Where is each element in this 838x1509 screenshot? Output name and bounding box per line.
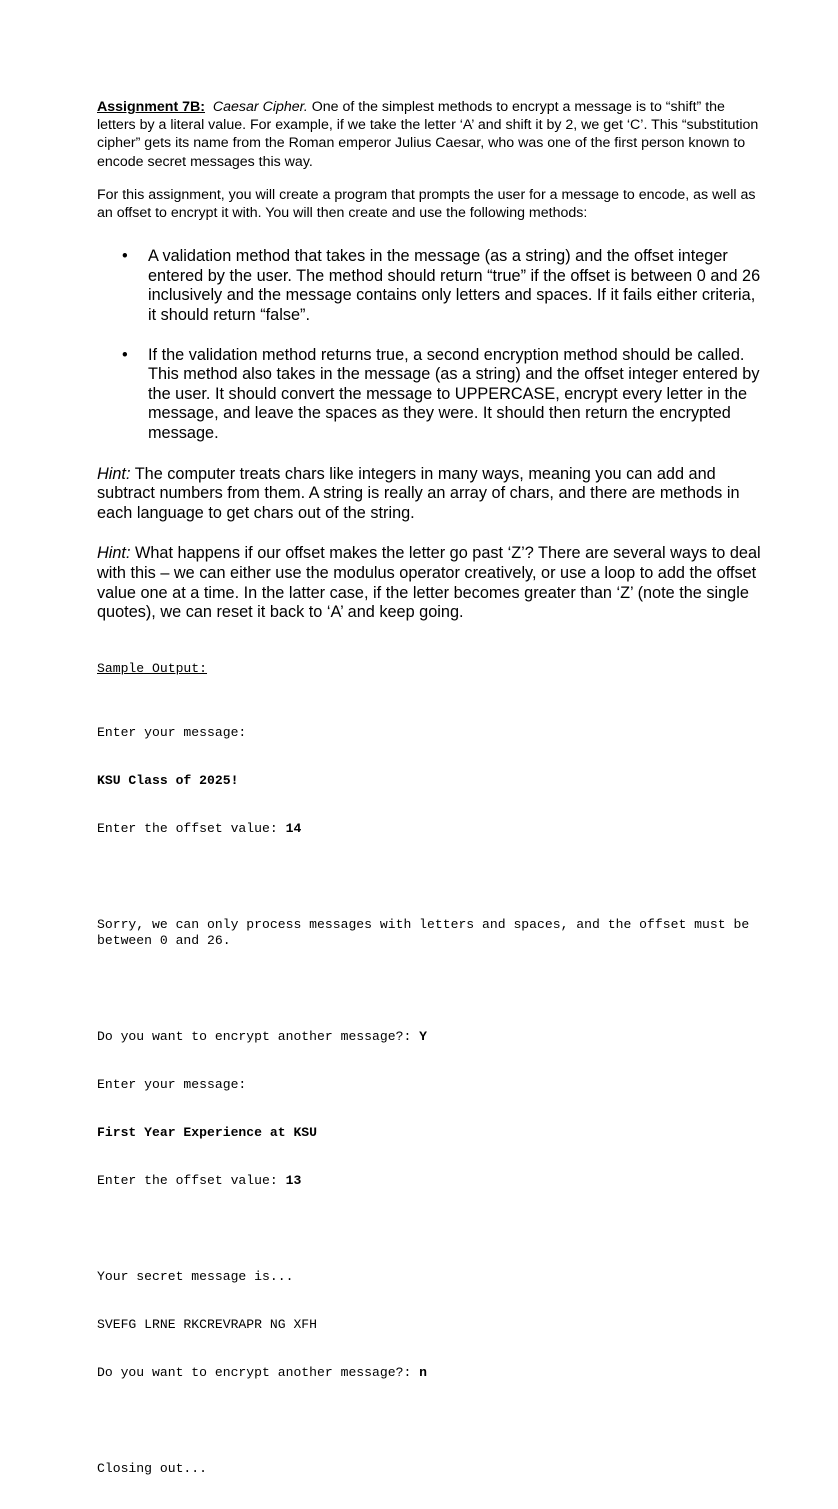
instructions-paragraph: For this assignment, you will create a program that prompts the user for a message to encode, as well as an offset to encrypt it with. You will then create and use the following methods:	[97, 186, 756, 222]
hint-label: Hint:	[97, 544, 131, 563]
console-line: Closing out...	[97, 1460, 208, 1476]
console-line: Enter your message:	[97, 724, 247, 740]
user-input: 14	[285, 820, 302, 836]
user-input: First Year Experience at KSU	[97, 1124, 318, 1140]
console-error: Sorry, we can only process messages with letters and spaces, and the offset must be between 0 and 26.	[97, 916, 758, 948]
console-line: Enter your message:	[97, 1076, 247, 1092]
hint-text: What happens if our offset makes the letter go past ‘Z’? There are several ways to deal with this – we can either use the modulus operator creatively, or use a loop to add the offset value one at a time. In the latter case, if the letter becomes greater than ‘Z’ (note the single quotes), we can reset it back to ‘A’ and keep going.	[97, 544, 761, 622]
intro-paragraph	[97, 98, 762, 171]
assignment-heading: Assignment 7B:	[97, 99, 205, 115]
assignment-page	[97, 98, 762, 1509]
console-line: Your secret message is...	[97, 1268, 294, 1284]
assignment-title: Caesar Cipher.	[212, 99, 308, 115]
console-line	[97, 1173, 762, 1189]
console-prompt: Enter the offset value:	[97, 1172, 286, 1188]
console-input	[97, 1125, 762, 1141]
requirements-list	[97, 247, 762, 443]
list-item: • A validation method that takes in the message (as a string) and the offset integer entered by the user. The method should return “true” if the offset is between 0 and 26 inclusively and the message contains only letters and spaces. If it fails either criteria, it should return “false”.	[97, 247, 762, 325]
intro-text: One of the simplest methods to encrypt a message is to “shift” the letters by a literal value. For example, if we take the letter ‘A’ and shift it by 2, we get ‘C’. This “substitution cipher” gets its name from the Roman emperor Julius Caesar, who was one of the first person known to encode secret messages this way.	[97, 99, 759, 170]
console-line	[97, 1029, 762, 1045]
list-item: • If the validation method returns true, a second encryption method should be called. This method also takes in the message (as a string) and the offset integer entered by the user. It should convert the message to UPPERCASE, encrypt every letter in the message, and leave the spaces as they were. It should then return the encrypted message.	[97, 346, 762, 444]
console-input	[97, 773, 762, 789]
console-prompt: Do you want to encrypt another message?:	[97, 1028, 420, 1044]
console-line	[97, 821, 762, 837]
user-input: n	[419, 1364, 428, 1380]
sample-console	[97, 693, 762, 1509]
hint-paragraph	[97, 465, 762, 524]
console-result: SVEFG LRNE RKCREVRAPR NG XFH	[97, 1316, 318, 1332]
hint-label: Hint:	[97, 464, 131, 483]
hint-paragraph	[97, 544, 762, 622]
console-prompt: Enter the offset value:	[97, 820, 286, 836]
user-input: Y	[419, 1028, 428, 1044]
console-line	[97, 1365, 762, 1381]
user-input: 13	[285, 1172, 302, 1188]
hint-text: The computer treats chars like integers in many ways, meaning you can add and subtract numbers from them. A string is really an array of chars, and there are methods in each language to get chars out of the string.	[97, 464, 740, 522]
console-prompt: Do you want to encrypt another message?:	[97, 1364, 420, 1380]
user-input: KSU Class of 2025!	[97, 772, 239, 788]
sample-output-heading: Sample Output:	[97, 660, 208, 676]
